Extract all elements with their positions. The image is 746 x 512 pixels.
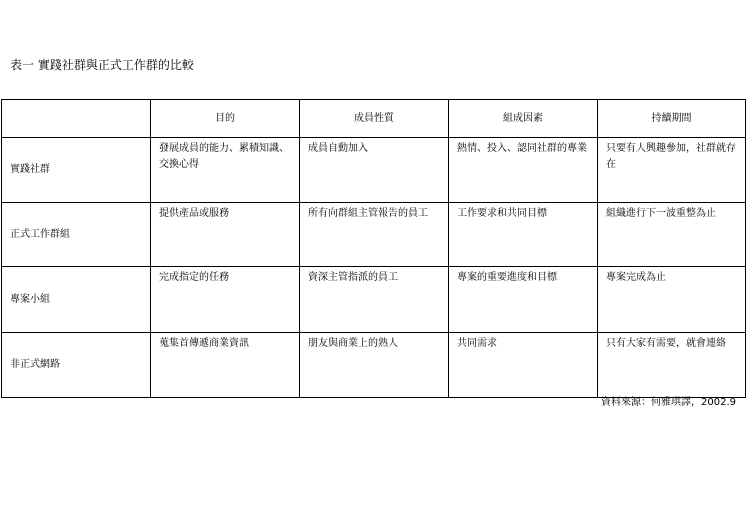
row-label: 非正式網路 xyxy=(2,333,151,398)
header-cell-empty xyxy=(2,100,151,138)
header-cell-bond: 組成因素 xyxy=(449,100,598,138)
table-cell: 資深主管指派的員工 xyxy=(300,267,449,333)
table-row xyxy=(2,267,746,333)
header-cell-duration: 持續期間 xyxy=(598,100,746,138)
table-cell: 熱情、投入、認同社群的專業 xyxy=(449,138,598,203)
table-cell: 成員自動加入 xyxy=(300,138,449,203)
table-row xyxy=(2,203,746,267)
table-cell: 組織進行下一波重整為止 xyxy=(598,203,746,267)
header-cell-purpose: 目的 xyxy=(151,100,300,138)
table-row xyxy=(2,333,746,398)
table-cell: 只有大家有需要，就會連絡 xyxy=(598,333,746,398)
header-cell-membership: 成員性質 xyxy=(300,100,449,138)
table-header-row xyxy=(2,100,746,138)
table-cell: 完成指定的任務 xyxy=(151,267,300,333)
table-cell: 發展成員的能力、累積知識、交換心得 xyxy=(151,138,300,203)
table-cell: 蒐集首傳遞商業資訊 xyxy=(151,333,300,398)
table-row xyxy=(2,138,746,203)
table-cell: 工作要求和共同目標 xyxy=(449,203,598,267)
table-cell: 提供產品或服務 xyxy=(151,203,300,267)
source-note: 資料來源：何雅琪譯，2002.9 xyxy=(601,397,736,408)
table-cell: 專案的重要進度和目標 xyxy=(449,267,598,333)
table-cell: 只要有人興趣參加，社群就存在 xyxy=(598,138,746,203)
table-cell: 共同需求 xyxy=(449,333,598,398)
row-label: 實踐社群 xyxy=(2,138,151,203)
table-cell: 朋友與商業上的熟人 xyxy=(300,333,449,398)
row-label: 專案小組 xyxy=(2,267,151,333)
table-cell: 所有向群組主管報告的員工 xyxy=(300,203,449,267)
table-cell: 專案完成為止 xyxy=(598,267,746,333)
row-label: 正式工作群組 xyxy=(2,203,151,267)
table-title: 表一 實踐社群與正式工作群的比較 xyxy=(10,58,194,72)
comparison-table xyxy=(1,99,746,398)
